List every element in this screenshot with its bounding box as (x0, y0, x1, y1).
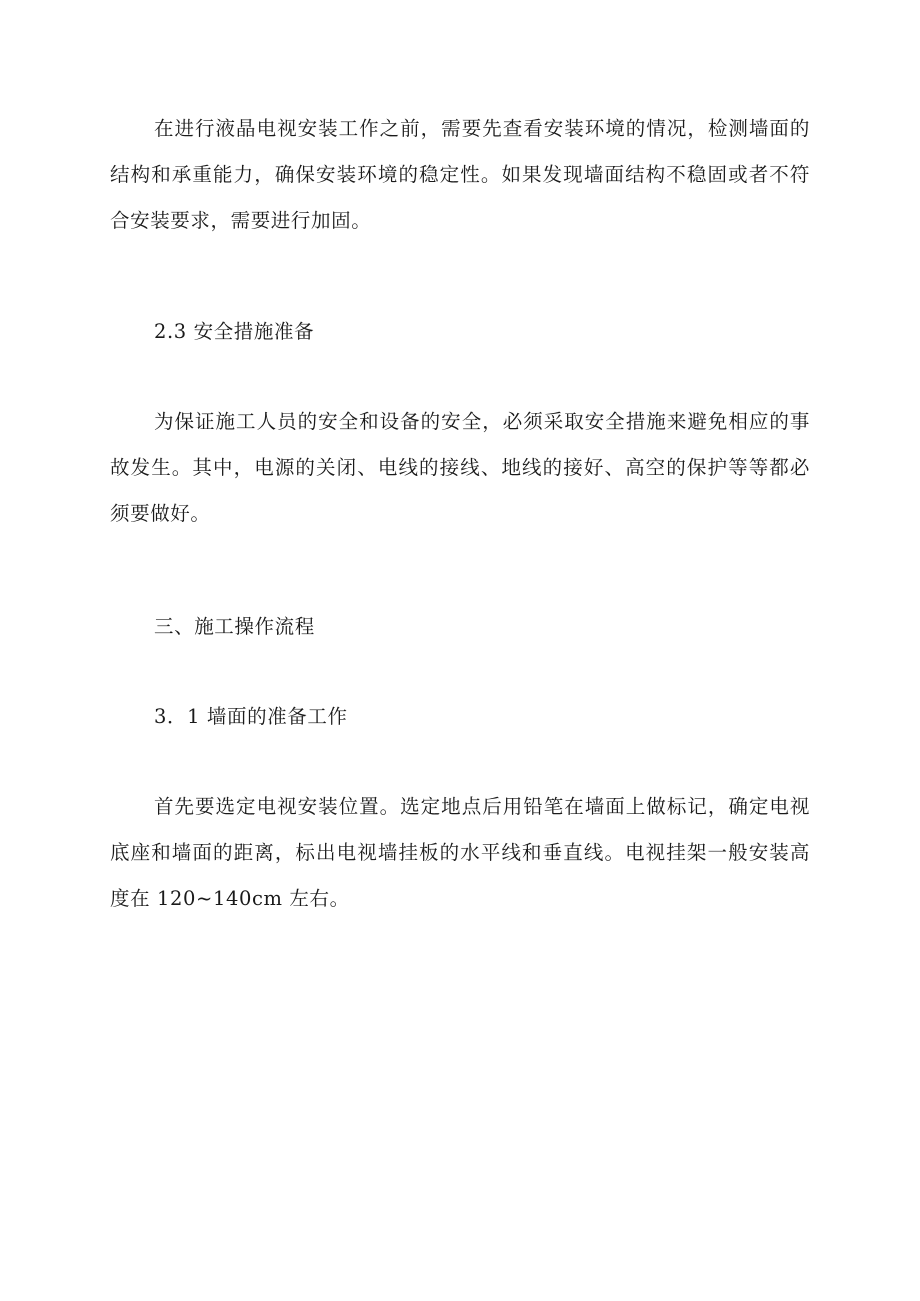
paragraph-wall-preparation: 首先要选定电视安装位置。选定地点后用铅笔在墙面上做标记，确定电视底座和墙面的距离，标出电视墙挂板的水平线和垂直线。电视挂架一般安装高度在 120~140cm 左右。 (110, 795, 810, 910)
heading-wall-preparation: 3．1 墙面的准备工作 (154, 705, 348, 728)
heading-construction-process: 三、施工操作流程 (154, 615, 315, 638)
paragraph-environment-check: 在进行液晶电视安装工作之前，需要先查看安装环境的情况，检测墙面的结构和承重能力，确保安装环境的稳定性。如果发现墙面结构不稳固或者不符合安装要求，需要进行加固。 (110, 117, 810, 232)
paragraph-safety-measures: 为保证施工人员的安全和设备的安全，必须采取安全措施来避免相应的事故发生。其中，电源的关闭、电线的接线、地线的接好、高空的保护等等都必须要做好。 (110, 410, 810, 525)
heading-safety-measures: 2.3 安全措施准备 (154, 320, 315, 343)
